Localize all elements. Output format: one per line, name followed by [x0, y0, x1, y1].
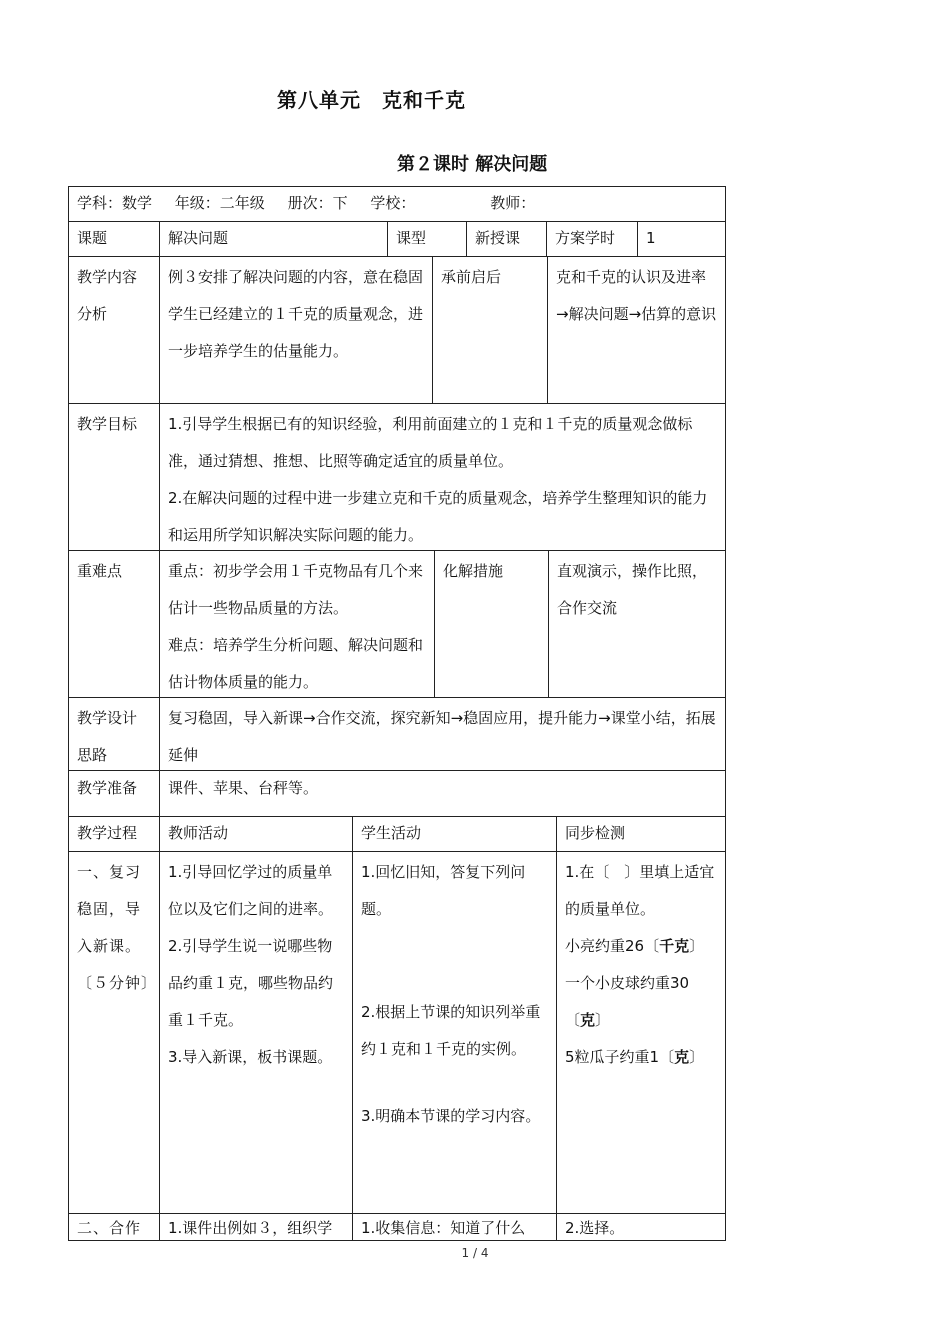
difficulty-point: 难点：培养学生分析问题、解决问题和估计物体质量的能力。 [168, 636, 424, 691]
process-col-check: 同步检测 [556, 816, 726, 852]
measure-text: 直观演示，操作比照，合作交流 [548, 550, 726, 698]
goal-1: 1.引导学生根据已有的知识经验，利用前面建立的１克和１千克的质量观念做标准，通过猜想、推想、比照等确定适宜的质量单位。 [168, 415, 693, 470]
stage2-student: 1.收集信息：知道了什么 [352, 1213, 557, 1241]
student-step-3: 3.明确本节课的学习内容。 [361, 1107, 541, 1125]
topic-value: 解决问题 [159, 221, 388, 257]
hours-value: 1 [637, 221, 726, 257]
stage1-label: 一、复习稳固，导入新课。〔５分钟〕 [68, 851, 160, 1214]
check-item-c: 5粒瓜子约重1〔克〕 [565, 1048, 705, 1066]
subject-field: 学科：数学 [77, 194, 153, 212]
check-answer-a: 千克 [659, 937, 690, 955]
teacher-step-3: 3.导入新课，板书课题。 [168, 1048, 333, 1066]
stage1-check [556, 851, 726, 1214]
goals-text [159, 403, 726, 551]
teacher-field: 教师： [490, 194, 536, 212]
key-point: 重点：初步学会用１千克物品有几个来估计一些物品质量的方法。 [168, 562, 424, 617]
prep-text: 课件、苹果、台秤等。 [159, 770, 726, 817]
process-col-student: 学生活动 [352, 816, 557, 852]
header-row [68, 186, 726, 222]
check-answer-c: 克 [674, 1048, 690, 1066]
stage1-teacher [159, 851, 353, 1214]
volume-field: 册次：下 [287, 194, 348, 212]
type-label: 课型 [387, 221, 467, 257]
page-title: 第八单元 克和千克 [277, 88, 466, 112]
check-intro: 1.在〔 〕里填上适宜的质量单位。 [565, 863, 715, 918]
link-label: 承前启后 [432, 256, 548, 404]
stage2-check: 2.选择。 [556, 1213, 726, 1241]
goals-label: 教学目标 [68, 403, 160, 551]
link-text: 克和千克的认识及进率→解决问题→估算的意识 [547, 256, 726, 404]
page-number: 1 / 4 [461, 1246, 489, 1260]
key-text [159, 550, 435, 698]
grade-field: 年级：二年级 [174, 194, 265, 212]
goal-2: 2.在解决问题的过程中进一步建立克和千克的质量观念，培养学生整理知识的能力和运用所学知识解决实际问题的能力。 [168, 489, 708, 544]
check-item-a: 小亮约重26〔千克〕 [565, 937, 705, 955]
stage2-label: 二、合作 [68, 1213, 160, 1241]
design-text: 复习稳固，导入新课→合作交流，探究新知→稳固应用，提升能力→课堂小结，拓展延伸 [159, 697, 726, 771]
topic-label: 课题 [68, 221, 160, 257]
design-label: 教学设计思路 [68, 697, 160, 771]
teacher-step-2: 2.引导学生说一说哪些物品约重１克，哪些物品约重１千克。 [168, 937, 334, 1029]
content-text: 例３安排了解决问题的内容，意在稳固学生已经建立的１千克的质量观念，进一步培养学生的估量能力。 [159, 256, 433, 404]
process-col-teacher: 教师活动 [159, 816, 353, 852]
prep-label: 教学准备 [68, 770, 160, 817]
teacher-step-1: 1.引导回忆学过的质量单位以及它们之间的进率。 [168, 863, 334, 918]
student-step-1: 1.回忆旧知，答复下列问题。 [361, 863, 526, 918]
check-item-b: 一个小皮球约重30〔克〕 [565, 974, 690, 1029]
stage2-teacher: 1.课件出例如３，组织学 [159, 1213, 353, 1241]
process-col-stage: 教学过程 [68, 816, 160, 852]
check-answer-b: 克 [580, 1011, 596, 1029]
measure-label: 化解措施 [434, 550, 549, 698]
student-step-2: 2.根据上节课的知识列举重约１克和１千克的实例。 [361, 1003, 541, 1058]
key-label: 重难点 [68, 550, 160, 698]
lesson-subtitle: 第２课时 解决问题 [397, 154, 548, 175]
content-label: 教学内容分析 [68, 256, 160, 404]
stage1-student [352, 851, 557, 1214]
type-value: 新授课 [466, 221, 547, 257]
hours-label: 方案学时 [546, 221, 638, 257]
school-field: 学校： [370, 194, 416, 212]
